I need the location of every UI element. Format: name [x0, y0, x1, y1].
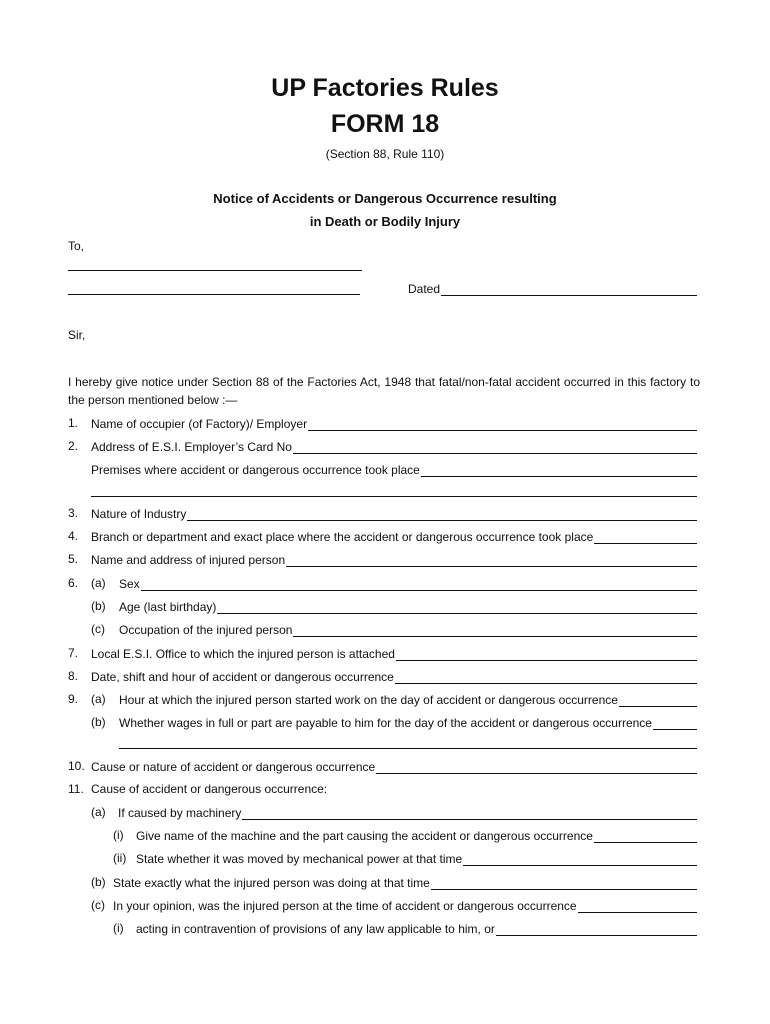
sub-label: (a)	[91, 576, 106, 590]
sub-label: (ii)	[113, 851, 127, 865]
injured-name-field[interactable]: Name and address of injured person	[91, 552, 697, 567]
sub-label: (b)	[91, 715, 106, 729]
address-line-2[interactable]	[68, 294, 360, 295]
item-number: 10.	[68, 759, 85, 773]
sub-label: (c)	[91, 898, 105, 912]
intro-paragraph: I hereby give notice under Section 88 of the Factories Act, 1948 that fatal/non-fatal accident occurred in this factory to the person mentioned below :—	[68, 375, 700, 407]
address-line-1[interactable]	[68, 270, 362, 271]
mechanical-power-field[interactable]: State whether it was moved by mechanical power at that time	[136, 851, 697, 866]
occupier-name-field[interactable]: Name of occupier (of Factory)/ Employer	[91, 416, 697, 431]
industry-field[interactable]: Nature of Industry	[91, 506, 697, 521]
wages-extra-line[interactable]	[119, 748, 697, 749]
notice-title-line2: in Death or Bodily Injury	[309, 214, 461, 229]
item-number: 9.	[68, 692, 79, 706]
sub-label: (b)	[91, 875, 106, 889]
cause-nature-field[interactable]: Cause or nature of accident or dangerous occurrence	[91, 759, 697, 774]
premises-extra-line[interactable]	[91, 496, 697, 497]
item-number: 3.	[68, 506, 79, 520]
sub-label: (b)	[91, 599, 106, 613]
item-number: 5.	[68, 552, 79, 566]
notice-title-line1: Notice of Accidents or Dangerous Occurrence resulting	[213, 191, 557, 206]
sex-field[interactable]: Sex	[119, 576, 697, 591]
item-number: 6.	[68, 576, 79, 590]
form-title: UP Factories Rules	[271, 74, 499, 102]
premises-field[interactable]: Premises where accident or dangerous occurrence took place	[91, 462, 697, 477]
age-field[interactable]: Age (last birthday)	[119, 599, 697, 614]
machine-name-field[interactable]: Give name of the machine and the part causing the accident or dangerous occurrence	[136, 828, 697, 843]
dated-label: Dated	[408, 282, 441, 296]
branch-field[interactable]: Branch or department and exact place where the accident or dangerous occurrence took place	[91, 529, 697, 544]
item-number: 4.	[68, 529, 79, 543]
machinery-field[interactable]: If caused by machinery	[118, 805, 697, 820]
sub-label: (i)	[113, 828, 124, 842]
item-number: 1.	[68, 416, 79, 430]
section-reference: (Section 88, Rule 110)	[325, 147, 445, 161]
opinion-field[interactable]: In your opinion, was the injured person at the time of accident or dangerous occurrence	[113, 898, 697, 913]
cause-heading: Cause of accident or dangerous occurrence:	[91, 782, 328, 796]
date-shift-field[interactable]: Date, shift and hour of accident or dangerous occurrence	[91, 669, 697, 684]
sub-label: (a)	[91, 805, 106, 819]
wages-field[interactable]: Whether wages in full or part are payable to him for the day of the accident or dangerous occurrence	[119, 715, 697, 730]
item-number: 8.	[68, 669, 79, 683]
contravention-field[interactable]: acting in contravention of provisions of any law applicable to him, or	[136, 921, 697, 936]
sub-label: (a)	[91, 692, 106, 706]
salutation: Sir,	[68, 328, 86, 342]
activity-field[interactable]: State exactly what the injured person was doing at that time	[113, 875, 697, 890]
to-label: To,	[68, 239, 85, 253]
form-number: FORM 18	[330, 110, 440, 138]
esi-office-field[interactable]: Local E.S.I. Office to which the injured person is attached	[91, 646, 697, 661]
occupation-field[interactable]: Occupation of the injured person	[119, 622, 697, 637]
sub-label: (i)	[113, 921, 124, 935]
esi-card-field[interactable]: Address of E.S.I. Employer’s Card No	[91, 439, 697, 454]
sub-label: (c)	[91, 622, 105, 636]
start-hour-field[interactable]: Hour at which the injured person started work on the day of accident or dangerous occurrence	[119, 692, 697, 707]
item-number: 7.	[68, 646, 79, 660]
dated-field[interactable]	[408, 281, 697, 296]
item-number: 2.	[68, 439, 79, 453]
item-number: 11.	[68, 782, 84, 796]
